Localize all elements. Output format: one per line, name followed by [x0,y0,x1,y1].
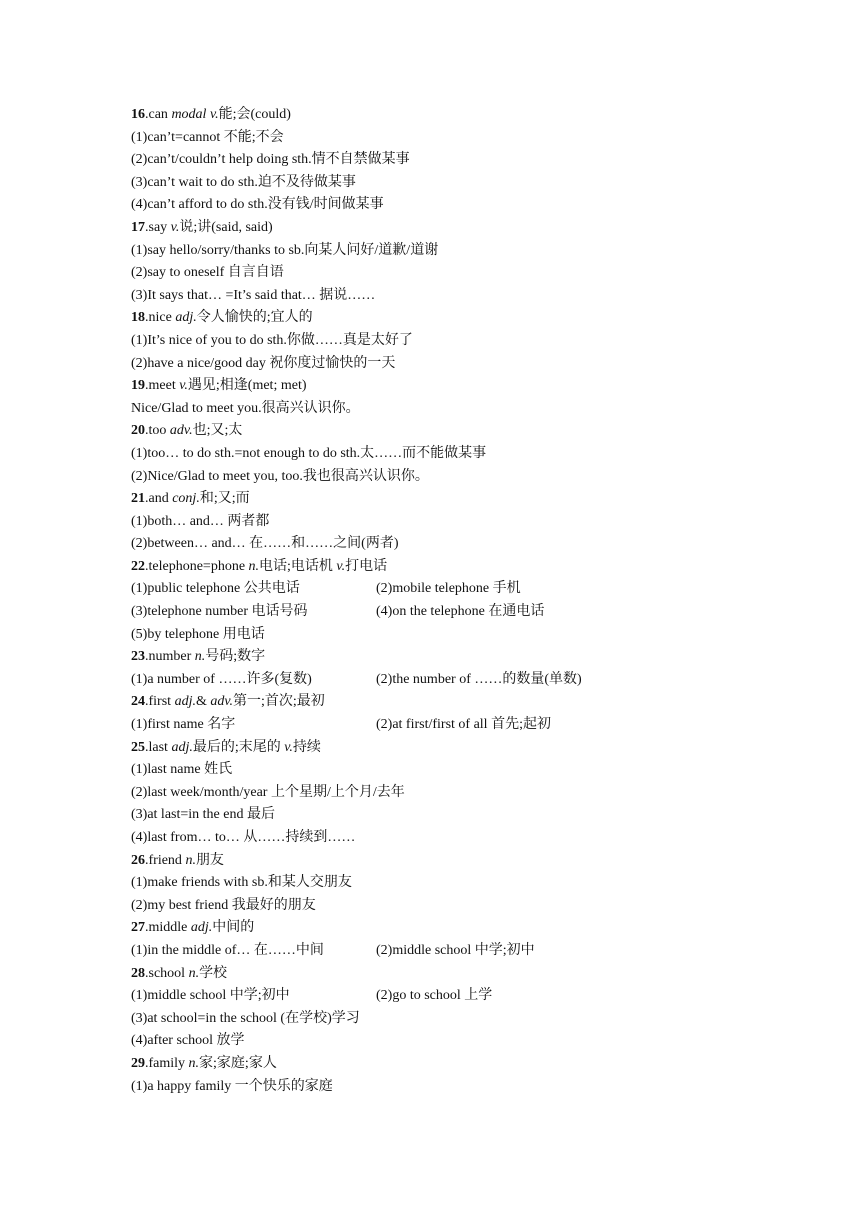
entry-word: .family [145,1055,189,1071]
entry-phrase-line [131,240,831,263]
entry-phrase-line [131,940,831,963]
entry-gloss: 电话;电话机 [259,558,337,574]
entry-phrase-line [131,669,831,692]
entry-phrase-line [131,262,831,285]
entry-heading [131,917,831,940]
entry-phrase-line [131,985,831,1008]
entry-part-of-speech: n. [248,558,260,574]
entry-phrase-line [131,353,831,376]
entry-phrase-line [131,285,831,308]
entry-number: 27 [131,920,145,936]
entry-part-of-speech: n. [188,1055,200,1071]
entry-gloss: & [195,694,211,710]
phrase-item: (1)public telephone 公共电话 [131,581,300,597]
phrase-item: (4)after school 放学 [131,1033,245,1049]
entry-word: .first [145,694,175,710]
entry-phrase-line [131,601,831,624]
phrase-item: (1)make friends with sb.和某人交朋友 [131,875,352,891]
entry-gloss: 中间的 [212,920,255,936]
vocabulary-page [131,104,831,1098]
entry-number: 17 [131,219,145,235]
entry-phrase-line [131,127,831,150]
entry-part-of-speech: v. [170,219,180,235]
phrase-item: (5)by telephone 用电话 [131,626,265,642]
entry-part-of-speech: n. [188,965,200,981]
entry-heading [131,375,831,398]
entry-phrase-line [131,330,831,353]
phrase-item: (3)at school=in the school (在学校)学习 [131,1010,360,1026]
phrase-item: (2)at first/first of all 首先;起初 [376,717,551,733]
entry-gloss: 和;又;而 [199,491,250,507]
entry-phrase-line [131,872,831,895]
phrase-item: (2)the number of ……的数量(单数) [376,671,582,687]
entry-phrase-line [131,149,831,172]
entry-part-of-speech: adj. [171,739,193,755]
entry-phrase-line [131,804,831,827]
entry-number: 20 [131,423,145,439]
entry-part-of-speech: n. [194,649,206,665]
entry-gloss-2: 持续 [292,739,321,755]
phrase-item: (2)my best friend 我最好的朋友 [131,897,316,913]
phrase-item: (3)telephone number 电话号码 [131,604,308,620]
entry-part-of-speech: v. [179,378,188,394]
entry-word: .too [145,423,170,439]
entry-gloss: 朋友 [195,852,224,868]
phrase-item: (3)It says that… =It’s said that… 据说…… [131,287,376,303]
entry-part-of-speech-2: v. [284,739,293,755]
entry-heading [131,737,831,760]
phrase-item: (2)say to oneself 自言自语 [131,265,284,281]
entry-phrase-line [131,511,831,534]
entry-word: .say [145,219,171,235]
phrase-item: (1)It’s nice of you to do sth.你做……真是太好了 [131,332,413,348]
entry-phrase-line [131,1030,831,1053]
entry-phrase-line [131,1008,831,1031]
entry-word: .can [145,107,172,122]
entry-part-of-speech: adj. [190,920,213,936]
entry-number: 21 [131,491,145,507]
phrase-item: (1)a number of ……许多(复数) [131,671,312,687]
entry-heading [131,104,831,127]
entry-gloss: 号码;数字 [205,649,266,665]
phrase-item: (2)middle school 中学;初中 [376,942,535,958]
phrase-item: (2)can’t/couldn’t help doing sth.情不自禁做某事 [131,152,410,168]
entry-number: 19 [131,378,145,394]
entry-gloss: 最后的;末尾的 [192,739,285,755]
entry-part-of-speech: adj. [174,694,196,710]
phrase-item: (2)between… and… 在……和……之间(两者) [131,536,399,552]
entry-heading [131,850,831,873]
phrase-item: (2)Nice/Glad to meet you, too.我也很高兴认识你。 [131,468,429,484]
entry-gloss-2: 第一;首次;最初 [233,694,325,710]
entry-number: 23 [131,649,145,665]
entry-phrase-line [131,714,831,737]
phrase-item: (4)can’t afford to do sth.没有钱/时间做某事 [131,197,384,213]
entry-heading [131,420,831,443]
phrase-item: (1)last name 姓氏 [131,762,233,778]
entry-part-of-speech: n. [185,852,196,868]
phrase-item: (3)at last=in the end 最后 [131,807,275,823]
entry-number: 28 [131,965,145,981]
entry-part-of-speech: modal v. [171,107,219,122]
entry-part-of-speech: adj. [175,310,197,326]
entry-gloss: 能;会(could) [218,107,291,122]
entry-number: 16 [131,107,145,122]
entry-heading [131,646,831,669]
phrase-item: Nice/Glad to meet you.很高兴认识你。 [131,400,360,416]
entry-heading [131,556,831,579]
entry-phrase-line [131,895,831,918]
entry-part-of-speech: conj. [172,491,200,507]
entry-word: .meet [145,378,180,394]
entry-number: 22 [131,558,145,574]
entry-word: .school [145,965,189,981]
entry-heading [131,488,831,511]
phrase-item: (3)can’t wait to do sth.迫不及待做某事 [131,174,356,190]
phrase-item: (2)last week/month/year 上个星期/上个月/去年 [131,784,405,800]
phrase-item: (2)go to school 上学 [376,988,493,1004]
entry-number: 29 [131,1055,145,1071]
entry-gloss: 遇见;相逢(met; met) [187,378,307,394]
entry-phrase-line [131,1076,831,1099]
phrase-item: (1)too… to do sth.=not enough to do sth.太……而不能做某事 [131,445,487,461]
phrase-item: (1)a happy family 一个快乐的家庭 [131,1078,333,1094]
entry-word: .number [145,649,195,665]
entry-word: .telephone=phone [145,558,249,574]
entry-phrase-line [131,466,831,489]
phrase-item: (1)both… and… 两者都 [131,513,270,529]
entry-heading [131,217,831,240]
phrase-item: (1)in the middle of… 在……中间 [131,942,324,958]
entry-word: .friend [145,852,186,868]
entry-gloss: 也;又;太 [192,423,243,439]
entry-phrase-line [131,398,831,421]
entry-word: .nice [145,310,176,326]
entry-heading [131,963,831,986]
phrase-item: (1)say hello/sorry/thanks to sb.向某人问好/道歉/道谢 [131,242,439,258]
entry-gloss-2: 打电话 [345,558,388,574]
entry-number: 24 [131,694,145,710]
entry-phrase-line [131,827,831,850]
entry-heading [131,691,831,714]
entry-gloss: 说;讲(said, said) [179,219,273,235]
phrase-item: (1)middle school 中学;初中 [131,988,290,1004]
entry-gloss: 令人愉快的;宜人的 [196,310,313,326]
entry-part-of-speech-2: adv. [210,694,234,710]
entry-phrase-line [131,578,831,601]
entry-word: .last [145,739,172,755]
entry-number: 18 [131,310,145,326]
entry-number: 25 [131,739,145,755]
entry-word: .middle [145,920,191,936]
phrase-item: (4)on the telephone 在通电话 [376,604,545,620]
phrase-item: (4)last from… to… 从……持续到…… [131,830,356,845]
entry-gloss: 学校 [199,965,228,981]
entry-phrase-line [131,624,831,647]
phrase-item: (1)can’t=cannot 不能;不会 [131,129,284,145]
entry-phrase-line [131,759,831,782]
phrase-item: (1)first name 名字 [131,717,236,733]
entry-phrase-line [131,443,831,466]
entry-part-of-speech-2: v. [336,558,346,574]
entry-number: 26 [131,852,145,868]
entry-phrase-line [131,782,831,805]
entry-word: .and [145,491,173,507]
entry-part-of-speech: adv. [169,423,193,439]
entry-heading [131,307,831,330]
entry-phrase-line [131,194,831,217]
entry-heading [131,1053,831,1076]
phrase-item: (2)mobile telephone 手机 [376,581,521,597]
entry-gloss: 家;家庭;家人 [199,1055,277,1071]
phrase-item: (2)have a nice/good day 祝你度过愉快的一天 [131,355,396,371]
entry-phrase-line [131,533,831,556]
entry-phrase-line [131,172,831,195]
